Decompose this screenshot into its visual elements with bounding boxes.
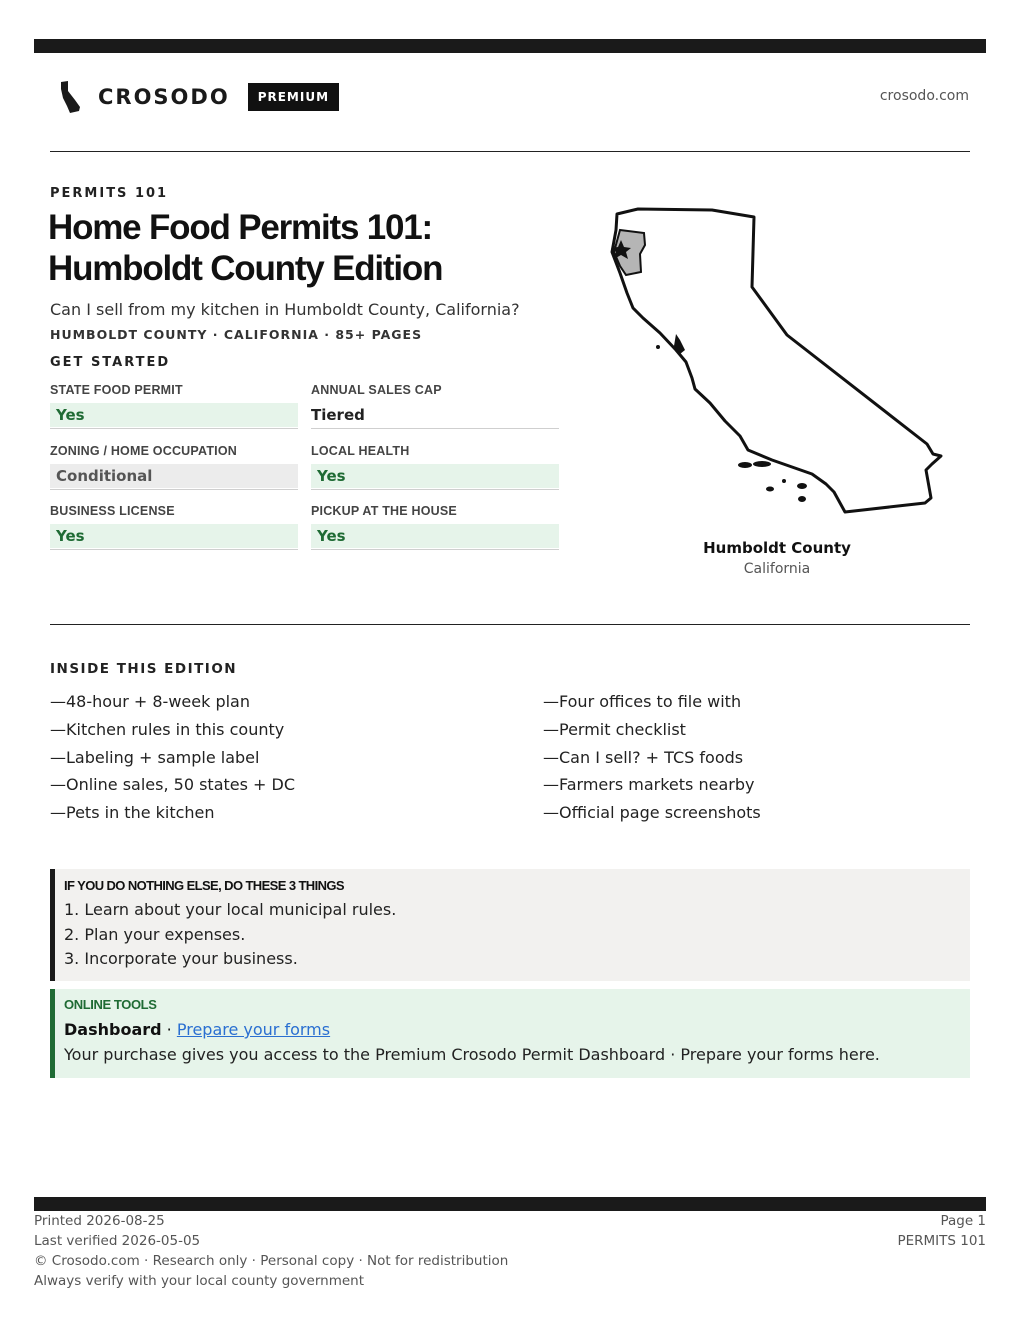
fact-label: ZONING / HOME OCCUPATION [50,444,237,458]
verified-date: Last verified 2026-05-05 [34,1233,201,1249]
map-state-label: California [743,561,811,577]
fact-business-license [50,504,298,550]
fact-value: Tiered [311,406,365,424]
tip-item: 1. Learn about your local municipal rules. [64,900,397,919]
title-line-1: Home Food Permits 101: [48,208,432,247]
tools-title: ONLINE TOOLS [64,997,157,1012]
list-item: —Four offices to file with [543,692,742,711]
fact-label: LOCAL HEALTH [311,444,410,458]
list-item: —Farmers markets nearby [543,775,755,795]
list-item: —Permit checklist [543,719,686,739]
list-item: —Pets in the kitchen [50,803,215,822]
fact-annual-sales-cap [311,383,559,429]
title-line-2: Humboldt County Edition [48,249,443,288]
island-dot [782,479,786,483]
fact-divider [50,428,298,429]
fact-local-health [311,444,559,490]
copyright: © Crosodo.com · Research only · Personal copy · Not for redistribution [34,1253,509,1269]
fact-divider [50,549,298,550]
brand[interactable] [58,78,339,116]
eyebrow: PERMITS 101 [50,186,169,201]
list-item: —Can I sell? + TCS foods [543,747,744,767]
get-started-heading: GET STARTED [50,355,171,370]
california-outline [612,209,941,512]
tip-item: 3. Incorporate your business. [64,949,298,968]
printed-date: Printed 2026-08-25 [34,1213,165,1229]
brand-name: CROSODO [98,85,230,109]
fact-zoning-home-occupation [50,444,298,490]
online-tools-callout [50,989,970,1078]
island-dot [766,487,774,492]
tools-description: Your purchase gives you access to the Premium Crosodo Permit Dashboard · Prepare your forms here. [64,1045,880,1064]
footer-right [897,1211,986,1251]
fact-value: Conditional [50,464,298,488]
page-title [48,207,442,289]
fact-label: BUSINESS LICENSE [50,504,175,518]
series-name: PERMITS 101 [897,1233,986,1249]
fact-state-food-permit [50,383,298,429]
separator: · [161,1020,177,1039]
disclaimer: Always verify with your local county government [34,1273,364,1289]
top-bar [34,39,986,53]
footer-left [34,1211,508,1291]
fact-label: ANNUAL SALES CAP [311,383,442,397]
island-dot [738,462,752,468]
tip-item: 2. Plan your expenses. [64,924,246,944]
list-item: —Kitchen rules in this county [50,719,285,739]
list-item: —48-hour + 8-week plan [50,692,250,711]
list-item: —Official page screenshots [543,803,761,822]
tools-row [64,1020,970,1039]
island-dot [798,496,806,502]
edition-meta: HUMBOLDT COUNTY · CALIFORNIA · 85+ PAGES [50,327,423,342]
fact-value: Yes [311,524,559,548]
fact-value: Yes [50,403,298,427]
dashboard-label: Dashboard [64,1020,162,1039]
fact-pickup-at-the-house [311,504,559,550]
california-map-icon [605,205,945,517]
contents-list-right [543,688,761,827]
map-county-label: Humboldt County [703,539,851,557]
fact-value: Yes [50,524,298,548]
list-item: —Online sales, 50 states + DC [50,775,296,795]
fact-label: PICKUP AT THE HOUSE [311,504,457,518]
tips-list [64,898,970,972]
bottom-bar [34,1197,986,1211]
fact-divider [311,428,559,429]
fact-divider [311,489,559,490]
list-item: —Labeling + sample label [50,747,260,767]
island-dot [656,345,660,349]
contents-list-left [50,688,295,827]
header-divider [50,151,970,152]
prepare-forms-link[interactable]: Prepare your forms [176,1020,331,1039]
page-number: Page 1 [940,1213,986,1229]
site-url[interactable]: crosodo.com [879,88,969,104]
section-divider [50,624,970,625]
fact-value: Yes [311,464,559,488]
fact-divider [50,489,298,490]
island-dot [753,461,771,467]
tips-title: IF YOU DO NOTHING ELSE, DO THESE 3 THINGS [64,878,344,893]
premium-badge: PREMIUM [248,83,339,111]
subtitle: Can I sell from my kitchen in Humboldt County, California? [50,300,520,319]
inside-edition-heading: INSIDE THIS EDITION [50,661,238,677]
fact-label: STATE FOOD PERMIT [50,383,183,397]
fact-divider [311,549,559,550]
priority-tips-callout [50,869,970,981]
island-dot [797,483,807,489]
california-logo-icon [58,78,84,116]
